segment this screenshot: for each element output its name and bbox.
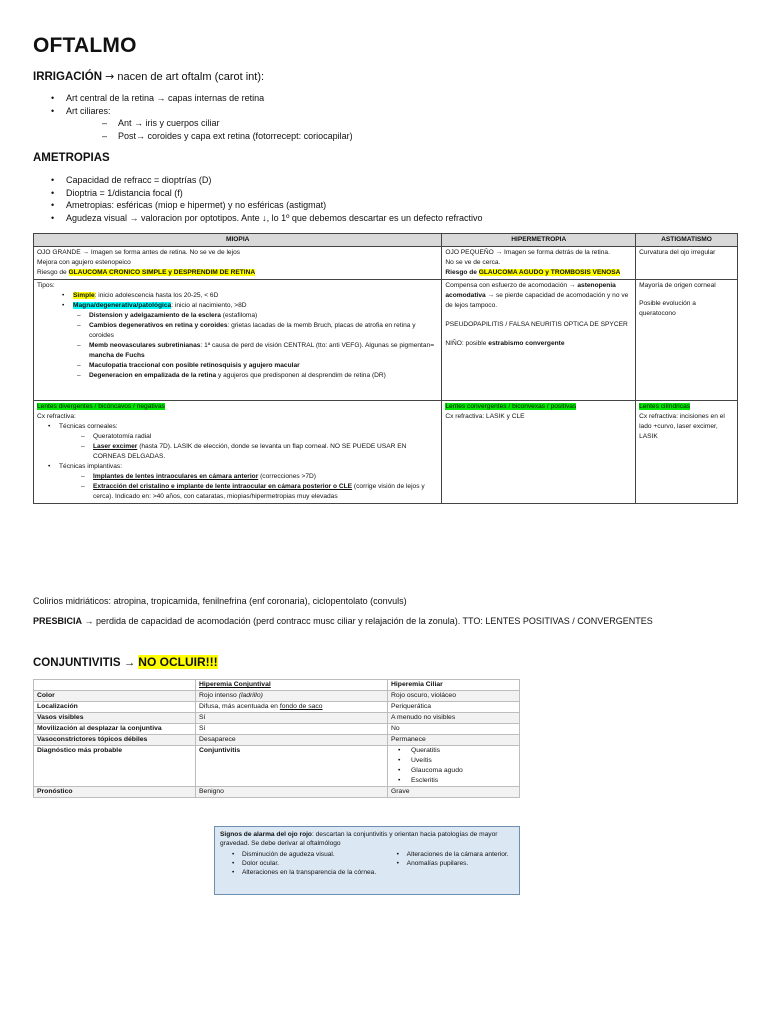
table-row: Vasoconstrictores tópicos débiles Desaparece Permanece <box>34 735 520 746</box>
header-hipermetropia: HIPERMETROPIA <box>442 234 636 247</box>
list-item: • Capacidad de refracc = dioptrías (D) <box>51 174 483 187</box>
irrigacion-sublist <box>102 117 353 142</box>
header-miopia: MIOPIA <box>34 234 442 247</box>
ametropia-table <box>33 233 738 504</box>
no-ocluir-warning: NO OCLUIR!!! <box>138 655 218 669</box>
header-ciliar: Hiperemia Ciliar <box>388 680 520 691</box>
header-conjuntival: Hiperemia Conjuntival <box>196 680 388 691</box>
astig-tratamiento: Lentes cilíndricas Cx refractiva: incisiones en el lado +curvo, laser excimer, LASIK <box>636 401 738 504</box>
table-row: Vasos visibles Sí A menudo no visibles <box>34 713 520 724</box>
irrigacion-heading: IRRIGACIÓN <box>33 71 102 83</box>
list-item: • Alteraciones de la cámara anterior. <box>397 850 514 859</box>
miopia-definition: OJO GRANDE → Imagen se forma antes de retina. No se ve de lejos Mejora con agujero estenopeico Riesgo de GLAUCOMA CRONICO SIMPLE y DESPRENDIM DE RETINA <box>34 247 442 280</box>
hiper-definition: OJO PEQUEÑO → Imagen se forma detrás de la retina. No se ve de cerca. Riesgo de GLAUCOMA AGUDO y TROMBOSIS VENOSA <box>442 247 636 280</box>
conjuntivitis-table <box>33 679 520 798</box>
arrow-icon: → <box>105 70 115 83</box>
ametropias-line <box>33 152 110 164</box>
table-row <box>34 280 738 401</box>
table-row: Pronóstico Benigno Grave <box>34 787 520 798</box>
table-row: Color Rojo intenso (ladrillo) Rojo oscuro, violáceo <box>34 691 520 702</box>
irrigacion-list <box>51 92 353 142</box>
list-item: • Art ciliares: – Ant → iris y cuerpos ciliar – Post→ coroides y capa ext retina (fotorrecept: coriocapilar) <box>51 105 353 143</box>
irrigacion-line <box>33 70 264 83</box>
list-item: • Agudeza visual → valoracion por optotipos. Ante ↓, lo 1º que debemos descartar es un defecto refractivo <box>51 212 483 225</box>
page-title: OFTALMO <box>33 34 137 57</box>
header-astigmatismo: ASTIGMATISMO <box>636 234 738 247</box>
hiper-tratamiento: Lentes convergentes / biconvexas / positivas Cx refractiva: LASIK y CLE <box>442 401 636 504</box>
alarm-text: : descartan la conjuntivitis y orientan hacia patologías de mayor gravedad. Se debe derivar al oftalmólogo <box>220 831 498 847</box>
alarm-left-list <box>220 850 379 877</box>
list-item: – Post→ coroides y capa ext retina (fotorrecept: coriocapilar) <box>102 130 353 143</box>
astig-origen: Mayoría de origen corneal Posible evolución a queratocono <box>636 280 738 401</box>
list-item: • Dolor ocular. <box>232 859 379 868</box>
table-row <box>34 401 738 504</box>
conjuntivitis-heading: CONJUNTIVITIS → <box>33 657 136 669</box>
table-row <box>34 680 520 691</box>
table-row: Localización Difusa, más acentuada en fondo de saco Periquerática <box>34 702 520 713</box>
list-item: • Art central de la retina → capas internas de retina <box>51 92 353 105</box>
conjuntivitis-line <box>33 655 218 669</box>
table-row: Movilización al desplazar la conjuntiva Sí No <box>34 724 520 735</box>
ametropias-list <box>51 174 483 224</box>
list-item: • Dioptria = 1/distancia focal (f) <box>51 187 483 200</box>
list-item: • Alteraciones en la transparencia de la córnea. <box>232 868 379 877</box>
list-item: • Anomalías pupilares. <box>397 859 514 868</box>
hiper-acomodacion: Compensa con esfuerzo de acomodación → astenopenia acomodativa → se pierde capacidad de acomodación y no ve de lejos tampoco. PSEUDOPAPILITIS / FALSA NEURITIS OPTICA DE SPYCER NIÑO: posible estrabismo convergente <box>442 280 636 401</box>
irrigacion-text: nacen de art oftalm (carot int): <box>117 71 265 83</box>
miopia-tipos: Tipos: • Simple: inicio adolescencia hasta los 20-25, < 6D • Magna/degenerativa/patológica: inicio al nacimiento, >8D – Distension y adelgazamiento de la esclera (estafiloma) – Cambios degenerativos en retina y coroides: grietas lacadas de la memb Bruch, placas de atrofia en retina y coroides – Memb neovasculares subretinianas: 1ª causa de perd de visión CENTRAL (tto: anti VEFG). Algunas se pigmentan= mancha de Fuchs – Maculopatia traccional con posible retinosquisis y agujero macular – Degeneracion en empalizada de la retina y agujeros que predisponen al desprendim de retina (DR) <box>34 280 442 401</box>
list-item: • Disminución de agudeza visual. <box>232 850 379 859</box>
colirios-line: Colirios midriáticos: atropina, tropicamida, fenilnefrina (enf coronaria), ciclopentolato (convuls) <box>33 596 407 606</box>
presbicia-text: → perdida de capacidad de acomodación (perd contracc musc ciliar y relajación de la zonula). TTO: LENTES POSITIVAS / CONVERGENTES <box>82 616 653 626</box>
presbicia-line <box>33 616 653 626</box>
ametropias-heading: AMETROPIAS <box>33 152 110 164</box>
alarm-title: Signos de alarma del ojo rojo <box>220 831 312 838</box>
astig-definition: Curvatura del ojo irregular <box>636 247 738 280</box>
alarm-right-list <box>379 850 514 877</box>
list-item: – Ant → iris y cuerpos ciliar <box>102 117 353 130</box>
alarm-signs-box <box>214 826 520 895</box>
table-row <box>34 247 738 280</box>
miopia-tratamiento: Lentes divergentes / bicóncavos / negativas Cx refractiva: • Técnicas corneales: – Queratotomía radial – Laser excimer (hasta 7D). LASIK de elección, donde se levanta un flap corneal. NO SE PUEDE USAR EN CORNEAS DELGADAS. • Técnicas implantivas: – Implantes de lentes intraoculares en cámara anterior (correcciones >7D) – Extracción del cristalino e implante de lente intraocular en cámara posterior o CLE (corrige visión de lejos y cerca). Indicado en: >40 años, con cataratas, miopias/hipermetropias muy elevadas <box>34 401 442 504</box>
list-item: • Ametropias: esféricas (miop e hipermet) y no esféricas (astigmat) <box>51 199 483 212</box>
table-row: Diagnóstico más probable Conjuntivitis • Queratitis • Uveítis • Glaucoma agudo • Escleritis <box>34 746 520 787</box>
presbicia-label: PRESBICIA <box>33 616 83 626</box>
